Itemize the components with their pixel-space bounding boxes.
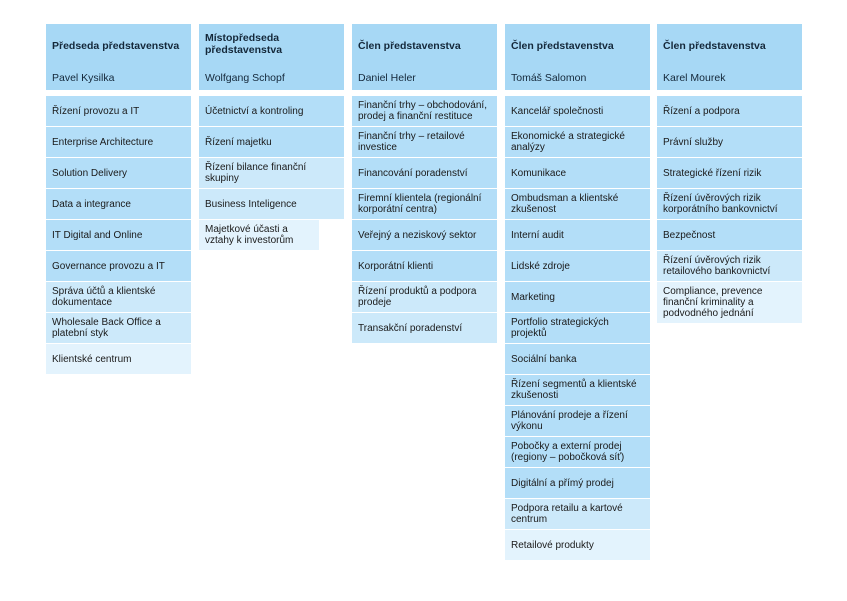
column-header — [657, 24, 802, 90]
department-item: Digitální a přímý prodej — [505, 468, 650, 499]
department-item: Řízení a podpora — [657, 96, 802, 127]
department-item: Bezpečnost — [657, 220, 802, 251]
department-item: Řízení segmentů a klientské zkušenosti — [505, 375, 650, 406]
person-name: Pavel Kysilka — [52, 72, 115, 84]
department-item: Správa účtů a klientské dokumentace — [46, 282, 191, 313]
department-item: Řízení majetku — [199, 127, 344, 158]
department-item: Interní audit — [505, 220, 650, 251]
department-item: Governance provozu a IT — [46, 251, 191, 282]
department-item: Korporátní klienti — [352, 251, 497, 282]
department-item: Retailové produkty — [505, 530, 650, 561]
person-name: Daniel Heler — [358, 72, 416, 84]
department-list — [352, 96, 497, 344]
department-item: Enterprise Architecture — [46, 127, 191, 158]
department-item: Ombudsman a klientské zkušenost — [505, 189, 650, 220]
person-name: Wolfgang Schopf — [205, 72, 285, 84]
department-item: Účetnictví a kontroling — [199, 96, 344, 127]
department-item: Compliance, prevence finanční kriminality a podvodného jednání — [657, 282, 802, 324]
department-item: IT Digital and Online — [46, 220, 191, 251]
department-item: Plánování prodeje a řízení výkonu — [505, 406, 650, 437]
column-heler — [352, 24, 497, 344]
column-header — [352, 24, 497, 90]
department-item: Řízení úvěrových rizik korporátního bankovnictví — [657, 189, 802, 220]
department-list — [657, 96, 802, 324]
department-item: Finanční trhy – obchodování, prodej a finanční restituce — [352, 96, 497, 127]
department-item: Řízení bilance finanční skupiny — [199, 158, 344, 189]
department-item: Wholesale Back Office a platební styk — [46, 313, 191, 344]
department-item: Strategické řízení rizik — [657, 158, 802, 189]
department-item: Marketing — [505, 282, 650, 313]
person-name: Tomáš Salomon — [511, 72, 587, 84]
department-list — [505, 96, 650, 561]
department-item: Veřejný a neziskový sektor — [352, 220, 497, 251]
department-item: Pobočky a externí prodej (regiony – pobočková síť) — [505, 437, 650, 468]
department-item: Komunikace — [505, 158, 650, 189]
column-salomon — [505, 24, 650, 561]
column-kysilka — [46, 24, 191, 375]
department-item: Majetkové účasti a vztahy k investorům — [199, 220, 319, 251]
person-name: Karel Mourek — [663, 72, 726, 84]
role-title: Místopředseda představenstva — [205, 32, 283, 56]
column-header — [505, 24, 650, 90]
department-item: Kancelář společnosti — [505, 96, 650, 127]
role-title: Předseda představenstva — [52, 40, 180, 52]
role-title: Člen představenstva — [358, 40, 461, 52]
department-item: Řízení provozu a IT — [46, 96, 191, 127]
department-item: Lidské zdroje — [505, 251, 650, 282]
department-item: Transakční poradenství — [352, 313, 497, 344]
department-item: Řízení úvěrových rizik retailového bankovnictví — [657, 251, 802, 282]
department-item: Business Inteligence — [199, 189, 344, 220]
department-item: Sociální banka — [505, 344, 650, 375]
column-header — [199, 24, 344, 90]
department-list — [199, 96, 344, 251]
department-item: Právní služby — [657, 127, 802, 158]
department-item: Finanční trhy – retailové investice — [352, 127, 497, 158]
column-mourek — [657, 24, 802, 324]
column-header — [46, 24, 191, 90]
department-item: Financování poradenství — [352, 158, 497, 189]
department-item: Firemní klientela (regionální korporátní centra) — [352, 189, 497, 220]
department-item: Solution Delivery — [46, 158, 191, 189]
department-item: Portfolio strategických projektů — [505, 313, 650, 344]
department-item: Ekonomické a strategické analýzy — [505, 127, 650, 158]
department-item: Řízení produktů a podpora prodeje — [352, 282, 497, 313]
column-schopf — [199, 24, 344, 251]
department-list — [46, 96, 191, 375]
role-title: Člen představenstva — [511, 40, 614, 52]
department-item: Podpora retailu a kartové centrum — [505, 499, 650, 530]
department-item: Data a integrance — [46, 189, 191, 220]
department-item: Klientské centrum — [46, 344, 191, 375]
role-title: Člen představenstva — [663, 40, 766, 52]
